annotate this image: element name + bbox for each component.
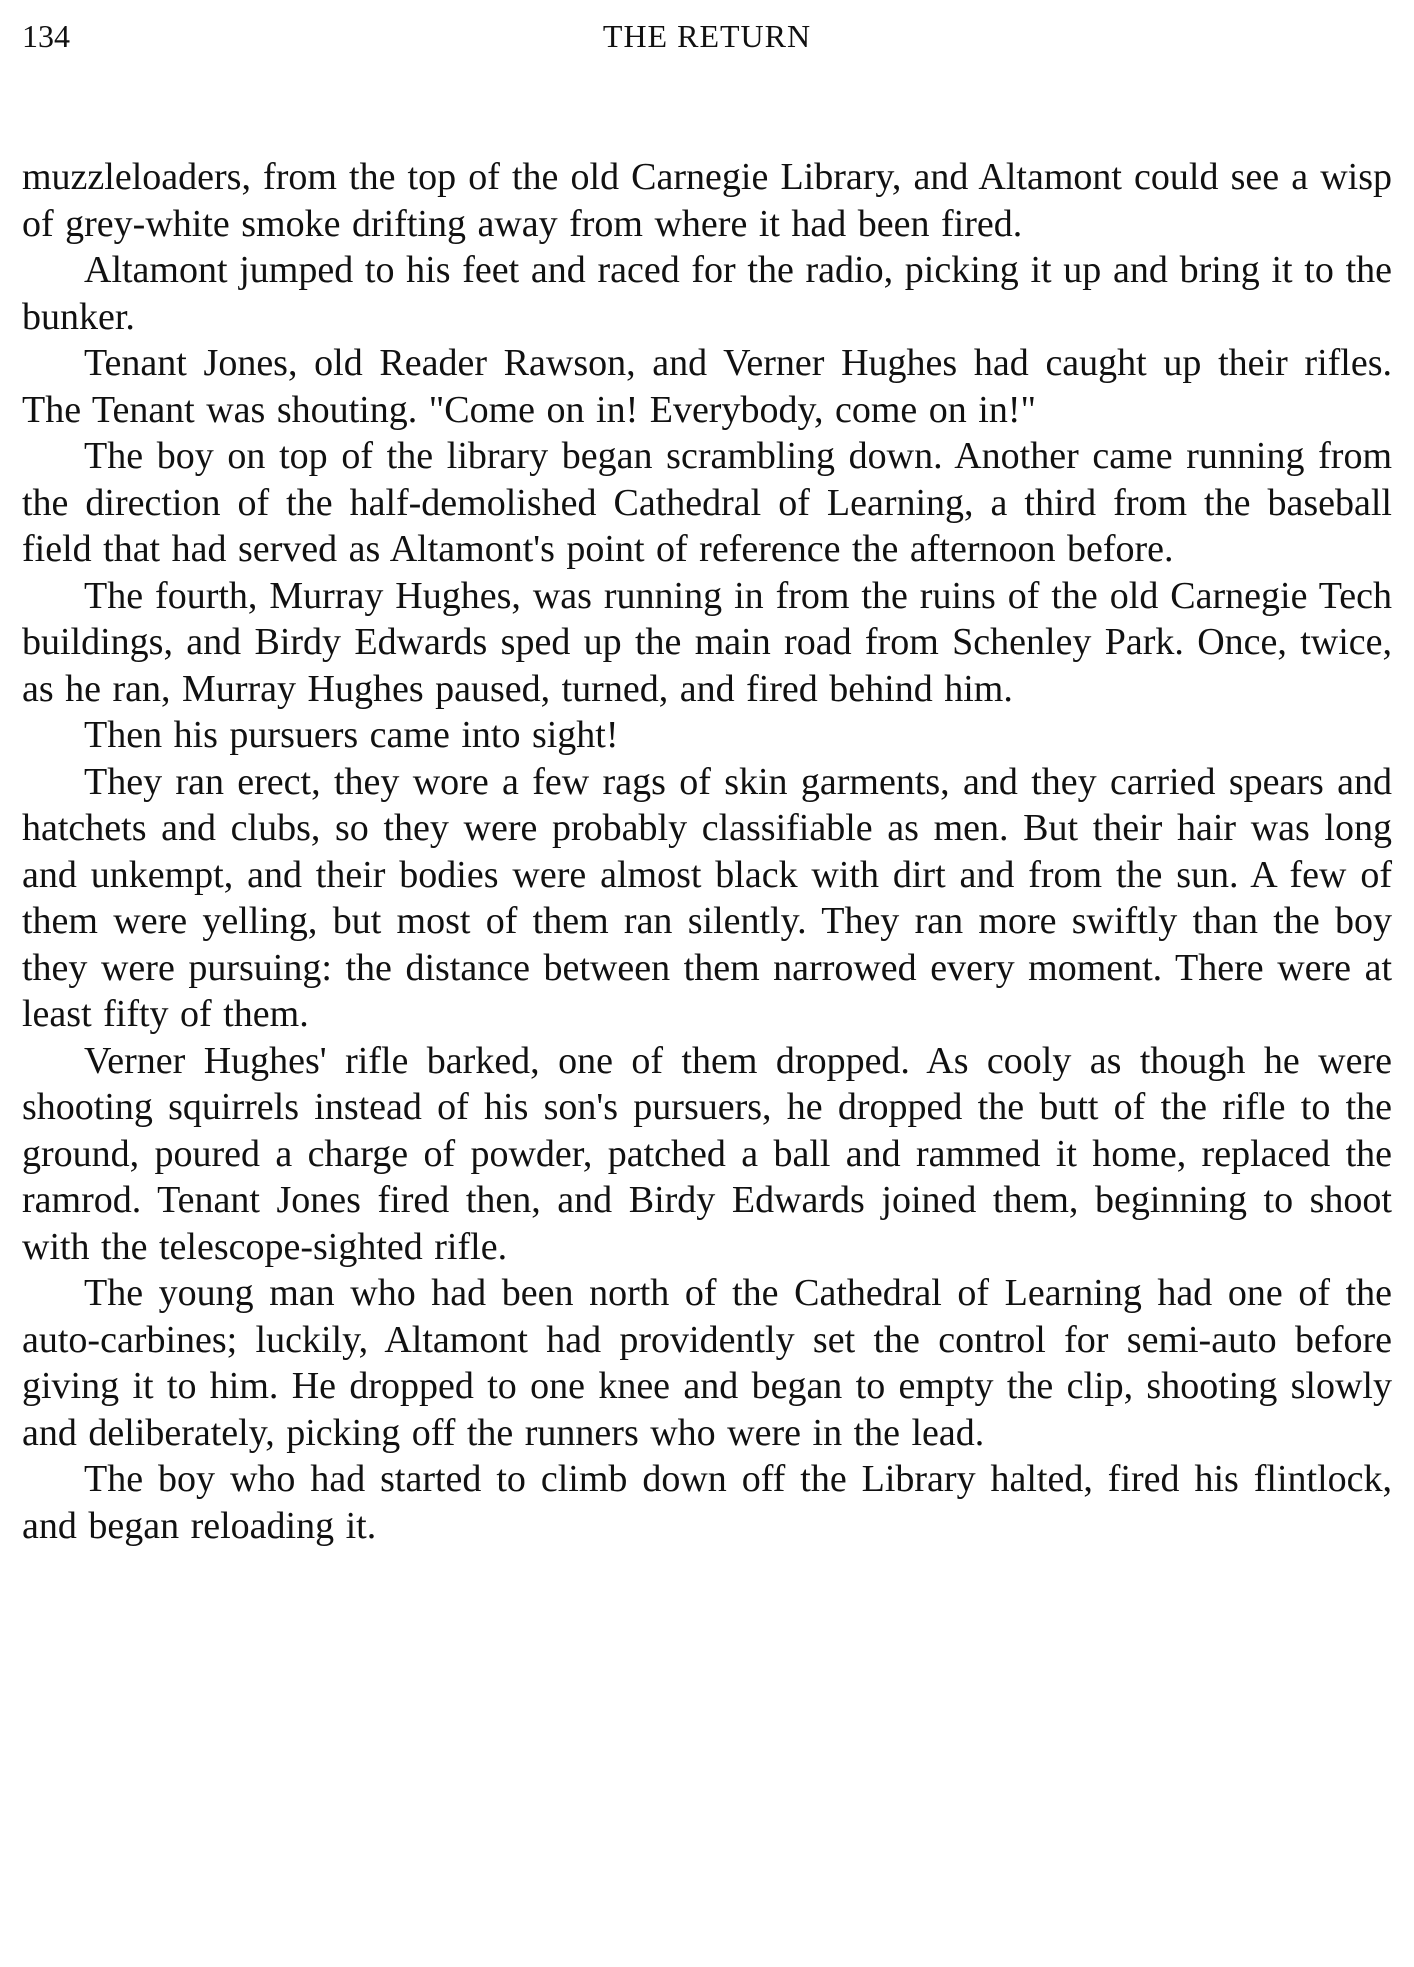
paragraph-7: They ran erect, they wore a few rags of skin garments, and they carried spears and hatchets and clubs, so they were probably classifiable as men. But their hair was long and unkempt, and their bodies were almost black with dirt and from the sun. A few of them were yelling, but most of them ran silently. They ran more swiftly than the boy they were pursuing: the distance between them narrowed every moment. There were at least fifty of them.: [22, 760, 1392, 1035]
paragraph-8: Verner Hughes' rifle barked, one of them dropped. As cooly as though he were shooting squirrels instead of his son's pursuers, he dropped the butt of the rifle to the ground, poured a charge of powder, patched a ball and rammed it home, replaced the ramrod. Tenant Jones fired then, and Birdy Edwards joined them, beginning to shoot with the telescope-sighted rifle.: [22, 1039, 1392, 1268]
running-title: THE RETURN: [602, 18, 812, 54]
paragraph-10: The boy who had started to climb down off the Library halted, fired his flintlock, and began reloading it.: [22, 1458, 1392, 1547]
body-text: [22, 154, 1392, 1549]
paragraph-3: Tenant Jones, old Reader Rawson, and Verner Hughes had caught up their rifles. The Tenant was shouting. "Come on in! Everybody, come on in!": [22, 342, 1392, 431]
paragraph-5: The fourth, Murray Hughes, was running in from the ruins of the old Carnegie Tech buildings, and Birdy Edwards sped up the main road from Schenley Park. Once, twice, as he ran, Murray Hughes paused, turned, and fired behind him.: [22, 574, 1392, 710]
paragraph-1: muzzleloaders, from the top of the old Carnegie Library, and Altamont could see a wisp of grey-white smoke drifting away from where it had been fired.: [22, 156, 1392, 245]
paragraph-9: The young man who had been north of the Cathedral of Learning had one of the auto-carbines; luckily, Altamont had providently set the control for semi-auto before giving it to him. He dropped to one knee and began to empty the clip, shooting slowly and deliberately, picking off the runners who were in the lead.: [22, 1272, 1392, 1454]
page-number: 134: [22, 18, 70, 54]
paragraph-2: Altamont jumped to his feet and raced for the radio, picking it up and bring it to the bunker.: [22, 249, 1392, 338]
book-page: [22, 14, 1392, 1954]
paragraph-6: Then his pursuers came into sight!: [84, 714, 619, 756]
running-head: [22, 14, 1392, 58]
paragraph-4: The boy on top of the library began scrambling down. Another came running from the direction of the half-demolished Cathedral of Learning, a third from the baseball field that had served as Altamont's point of reference the afternoon before.: [22, 435, 1392, 570]
